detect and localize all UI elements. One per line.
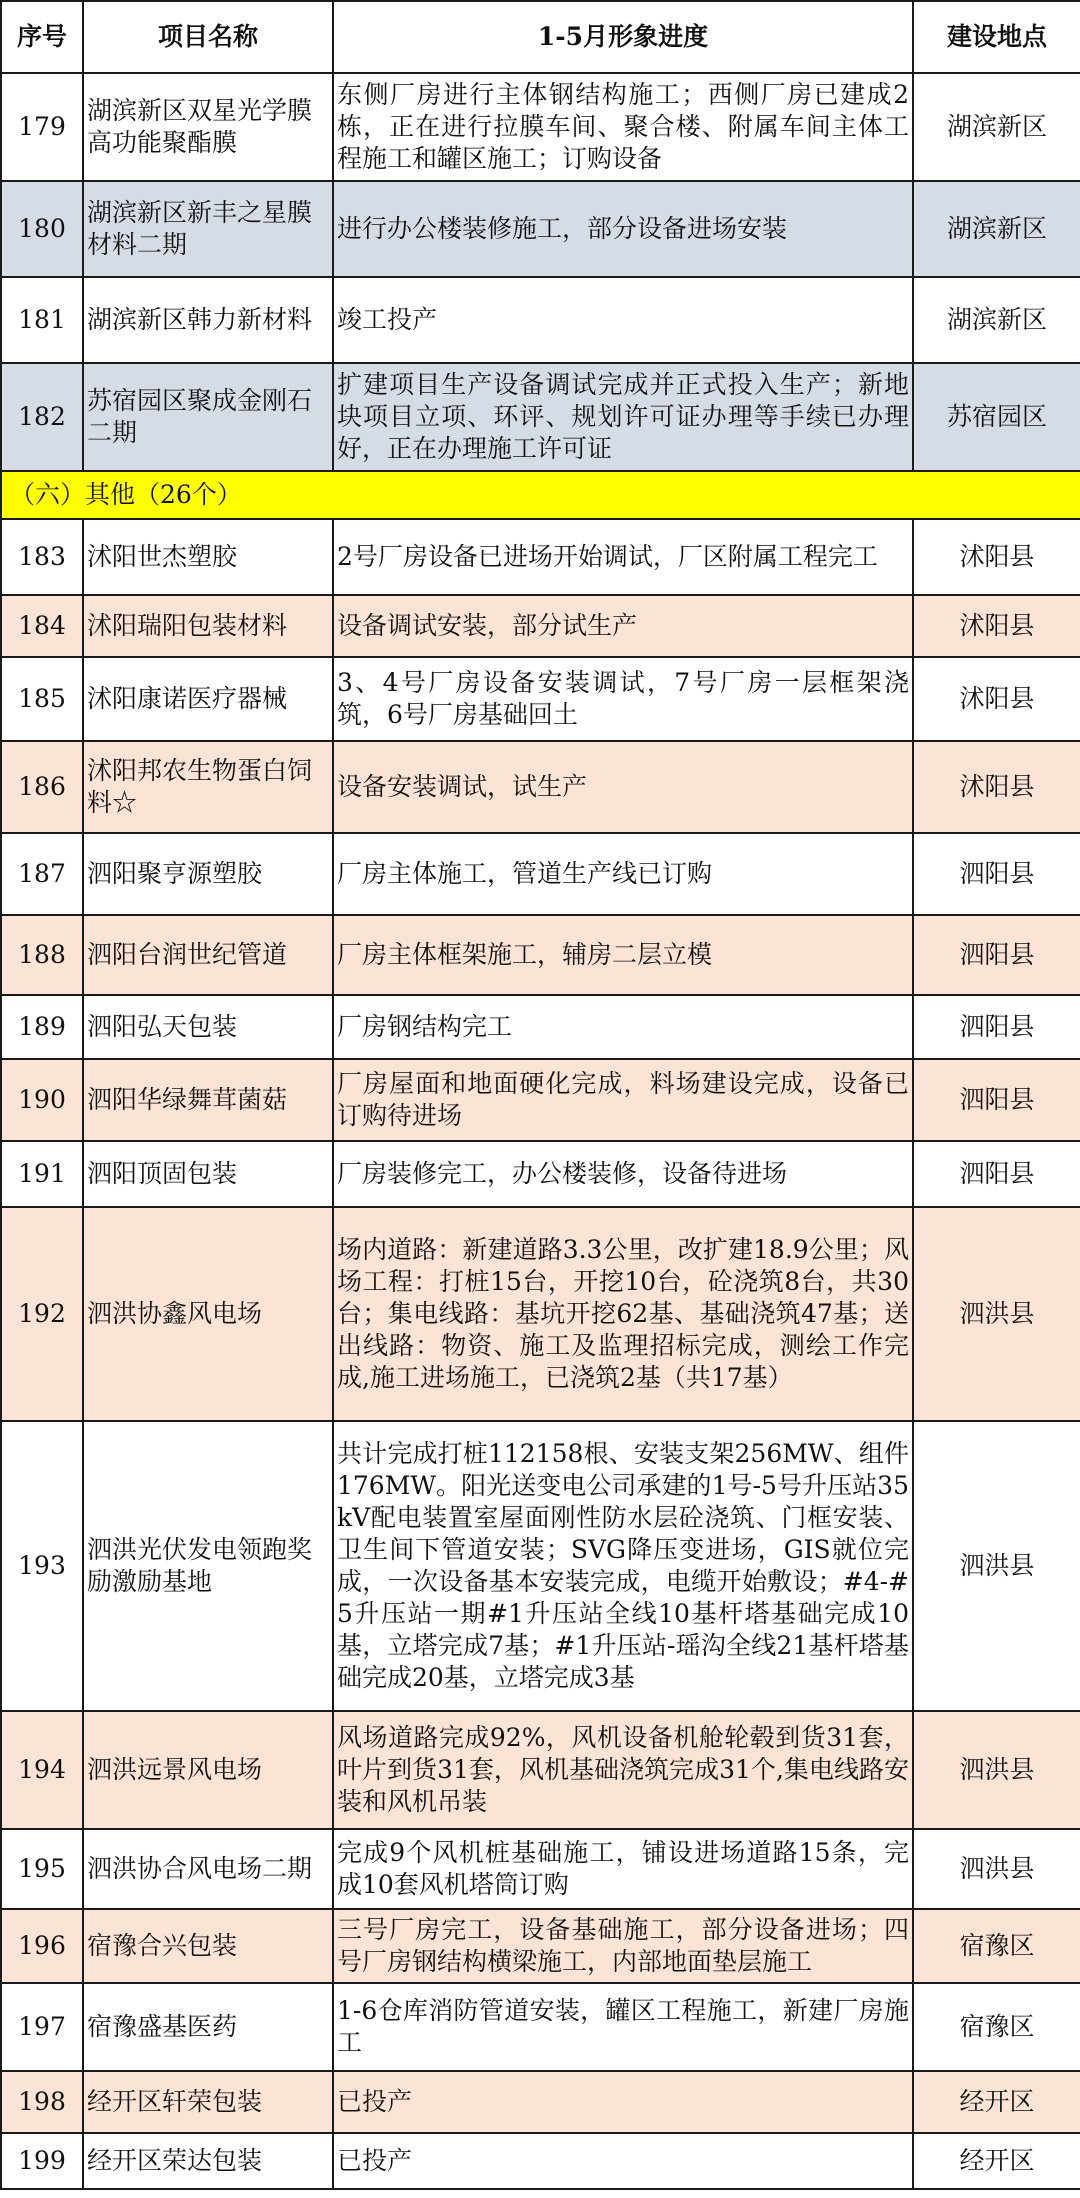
row-no: 184 <box>1 595 83 657</box>
row-location: 宿豫区 <box>913 1983 1080 2071</box>
table-row <box>1 2071 1080 2133</box>
row-progress: 已投产 <box>333 2133 913 2189</box>
row-project-name: 泗阳台润世纪管道 <box>83 915 333 995</box>
table-row <box>1 741 1080 833</box>
row-project-name: 泗阳华绿舞茸菌菇 <box>83 1059 333 1141</box>
table-row <box>1 1141 1080 1207</box>
row-location: 泗阳县 <box>913 915 1080 995</box>
row-location: 沭阳县 <box>913 519 1080 595</box>
row-no: 181 <box>1 277 83 363</box>
row-project-name: 泗洪协鑫风电场 <box>83 1207 333 1421</box>
row-location: 湖滨新区 <box>913 181 1080 277</box>
row-location: 泗阳县 <box>913 1059 1080 1141</box>
row-project-name: 湖滨新区新丰之星膜材料二期 <box>83 181 333 277</box>
row-no: 197 <box>1 1983 83 2071</box>
row-location: 泗阳县 <box>913 995 1080 1059</box>
header-name: 项目名称 <box>83 1 333 73</box>
row-project-name: 宿豫盛基医药 <box>83 1983 333 2071</box>
row-location: 泗洪县 <box>913 1711 1080 1829</box>
section-title: （六）其他（26个） <box>1 471 1080 519</box>
header-no: 序号 <box>1 1 83 73</box>
row-progress: 进行办公楼装修施工，部分设备进场安装 <box>333 181 913 277</box>
table-row <box>1 1421 1080 1711</box>
row-location: 沭阳县 <box>913 595 1080 657</box>
row-progress: 厂房屋面和地面硬化完成，料场建设完成，设备已订购待进场 <box>333 1059 913 1141</box>
row-location: 沭阳县 <box>913 657 1080 741</box>
row-project-name: 沭阳康诺医疗器械 <box>83 657 333 741</box>
row-no: 196 <box>1 1909 83 1983</box>
row-progress: 共计完成打桩112158根、安装支架256MW、组件176MW。阳光送变电公司承建的1号-5号升压站35kV配电装置室屋面刚性防水层砼浇筑、门框安装、卫生间下管道安装；SVG降压变进场，GIS就位完成，一次设备基本安装完成，电缆开始敷设；#4-#5升压站一期#1升压站全线10基杆塔基础完成10基，立塔完成7基；#1升压站-瑶沟全线21基杆塔基础完成20基，立塔完成3基 <box>333 1421 913 1711</box>
row-location: 经开区 <box>913 2071 1080 2133</box>
table-row <box>1 73 1080 181</box>
row-location: 湖滨新区 <box>913 73 1080 181</box>
row-project-name: 泗洪光伏发电领跑奖励激励基地 <box>83 1421 333 1711</box>
row-no: 188 <box>1 915 83 995</box>
table-row <box>1 181 1080 277</box>
row-progress: 场内道路：新建道路3.3公里，改扩建18.9公里；风场工程：打桩15台，开挖10台，砼浇筑8台，共30台；集电线路：基坑开挖62基、基础浇筑47基；送出线路：物资、施工及监理招标完成，测绘工作完成,施工进场施工，已浇筑2基（共17基） <box>333 1207 913 1421</box>
row-project-name: 沭阳瑞阳包装材料 <box>83 595 333 657</box>
row-location: 泗阳县 <box>913 833 1080 915</box>
row-no: 187 <box>1 833 83 915</box>
table-row <box>1 1059 1080 1141</box>
row-project-name: 泗阳聚亨源塑胶 <box>83 833 333 915</box>
table-row <box>1 519 1080 595</box>
row-no: 193 <box>1 1421 83 1711</box>
row-project-name: 苏宿园区聚成金刚石二期 <box>83 363 333 471</box>
row-progress: 厂房主体施工，管道生产线已订购 <box>333 833 913 915</box>
row-progress: 东侧厂房进行主体钢结构施工；西侧厂房已建成2栋，正在进行拉膜车间、聚合楼、附属车间主体工程施工和罐区施工；订购设备 <box>333 73 913 181</box>
row-location: 泗洪县 <box>913 1207 1080 1421</box>
row-no: 194 <box>1 1711 83 1829</box>
row-no: 180 <box>1 181 83 277</box>
row-no: 183 <box>1 519 83 595</box>
row-no: 199 <box>1 2133 83 2189</box>
table-header-row <box>1 1 1080 73</box>
table-row <box>1 2133 1080 2189</box>
row-progress: 2号厂房设备已进场开始调试，厂区附属工程完工 <box>333 519 913 595</box>
row-progress: 设备安装调试，试生产 <box>333 741 913 833</box>
row-progress: 厂房装修完工，办公楼装修，设备待进场 <box>333 1141 913 1207</box>
row-progress: 已投产 <box>333 2071 913 2133</box>
row-project-name: 湖滨新区韩力新材料 <box>83 277 333 363</box>
row-no: 189 <box>1 995 83 1059</box>
row-location: 沭阳县 <box>913 741 1080 833</box>
row-progress: 扩建项目生产设备调试完成并正式投入生产；新地块项目立项、环评、规划许可证办理等手续已办理好，正在办理施工许可证 <box>333 363 913 471</box>
row-project-name: 泗洪协合风电场二期 <box>83 1829 333 1909</box>
section-row <box>1 471 1080 519</box>
row-no: 179 <box>1 73 83 181</box>
table-row <box>1 277 1080 363</box>
row-no: 195 <box>1 1829 83 1909</box>
row-project-name: 沭阳世杰塑胶 <box>83 519 333 595</box>
row-progress: 厂房钢结构完工 <box>333 995 913 1059</box>
row-progress: 3、4号厂房设备安装调试，7号厂房一层框架浇筑，6号厂房基础回土 <box>333 657 913 741</box>
header-location: 建设地点 <box>913 1 1080 73</box>
row-project-name: 宿豫合兴包装 <box>83 1909 333 1983</box>
row-project-name: 泗阳弘天包装 <box>83 995 333 1059</box>
table-row <box>1 363 1080 471</box>
row-location: 泗洪县 <box>913 1829 1080 1909</box>
row-project-name: 泗洪远景风电场 <box>83 1711 333 1829</box>
row-location: 经开区 <box>913 2133 1080 2189</box>
row-no: 185 <box>1 657 83 741</box>
table-row <box>1 915 1080 995</box>
row-progress: 完成9个风机桩基础施工，铺设进场道路15条，完成10套风机塔筒订购 <box>333 1829 913 1909</box>
row-project-name: 经开区轩荣包装 <box>83 2071 333 2133</box>
table-row <box>1 595 1080 657</box>
row-no: 191 <box>1 1141 83 1207</box>
row-no: 186 <box>1 741 83 833</box>
row-no: 190 <box>1 1059 83 1141</box>
header-progress: 1-5月形象进度 <box>333 1 913 73</box>
table-row <box>1 1207 1080 1421</box>
row-location: 湖滨新区 <box>913 277 1080 363</box>
row-project-name: 经开区荣达包装 <box>83 2133 333 2189</box>
table-row <box>1 833 1080 915</box>
row-project-name: 湖滨新区双星光学膜高功能聚酯膜 <box>83 73 333 181</box>
row-no: 192 <box>1 1207 83 1421</box>
table-row <box>1 995 1080 1059</box>
row-location: 泗洪县 <box>913 1421 1080 1711</box>
row-progress: 竣工投产 <box>333 277 913 363</box>
row-no: 182 <box>1 363 83 471</box>
table-row <box>1 1829 1080 1909</box>
table-row <box>1 1711 1080 1829</box>
row-progress: 三号厂房完工，设备基础施工，部分设备进场；四号厂房钢结构横梁施工，内部地面垫层施工 <box>333 1909 913 1983</box>
table-row <box>1 1983 1080 2071</box>
row-location: 宿豫区 <box>913 1909 1080 1983</box>
row-location: 苏宿园区 <box>913 363 1080 471</box>
table-row <box>1 657 1080 741</box>
row-project-name: 沭阳邦农生物蛋白饲料☆ <box>83 741 333 833</box>
table-row <box>1 1909 1080 1983</box>
row-progress: 厂房主体框架施工，辅房二层立模 <box>333 915 913 995</box>
row-progress: 1-6仓库消防管道安装，罐区工程施工，新建厂房施工 <box>333 1983 913 2071</box>
row-location: 泗阳县 <box>913 1141 1080 1207</box>
row-no: 198 <box>1 2071 83 2133</box>
row-progress: 风场道路完成92%，风机设备机舱轮毂到货31套，叶片到货31套，风机基础浇筑完成31个,集电线路安装和风机吊装 <box>333 1711 913 1829</box>
row-progress: 设备调试安装，部分试生产 <box>333 595 913 657</box>
row-project-name: 泗阳顶固包装 <box>83 1141 333 1207</box>
